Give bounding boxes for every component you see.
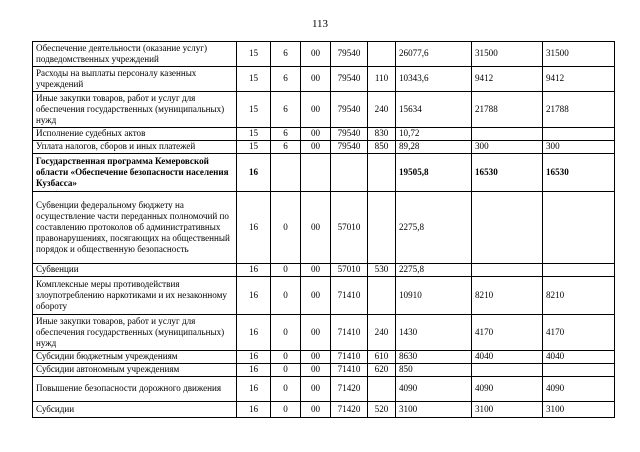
expense-type-code: 830 — [368, 128, 396, 141]
expense-type-code — [368, 277, 396, 315]
expense-type-code: 110 — [368, 67, 396, 92]
section-code: 16 — [237, 154, 271, 192]
section-code: 16 — [237, 192, 271, 264]
table-row — [33, 42, 615, 67]
direction-code: 79540 — [331, 67, 368, 92]
amount-year-2: 4040 — [472, 351, 543, 364]
section-code: 16 — [237, 277, 271, 315]
section-code: 16 — [237, 402, 271, 418]
direction-code: 79540 — [331, 128, 368, 141]
budget-table — [32, 41, 615, 418]
table-row-program — [33, 154, 615, 192]
amount-year-1: 4090 — [396, 377, 472, 402]
expense-type-code: 240 — [368, 315, 396, 351]
row-name: Повышение безопасности дорожного движения — [33, 377, 237, 402]
row-name: Субсидии бюджетным учреждениям — [33, 351, 237, 364]
expense-type-code — [368, 42, 396, 67]
table-row — [33, 315, 615, 351]
section-code: 15 — [237, 92, 271, 128]
subsection-code: 6 — [271, 42, 301, 67]
table-row — [33, 364, 615, 377]
expense-type-code: 610 — [368, 351, 396, 364]
amount-year-3: 300 — [543, 141, 615, 154]
section-code: 16 — [237, 351, 271, 364]
amount-year-2 — [472, 192, 543, 264]
expense-type-code: 520 — [368, 402, 396, 418]
table-row — [33, 92, 615, 128]
expense-type-code: 620 — [368, 364, 396, 377]
subsection-code: 0 — [271, 315, 301, 351]
amount-year-3: 4170 — [543, 315, 615, 351]
page-number: 113 — [311, 18, 329, 30]
amount-year-1: 89,28 — [396, 141, 472, 154]
section-code: 15 — [237, 42, 271, 67]
program-code: 00 — [301, 67, 331, 92]
direction-code: 57010 — [331, 192, 368, 264]
subsection-code: 6 — [271, 141, 301, 154]
program-code: 00 — [301, 42, 331, 67]
amount-year-3: 4040 — [543, 351, 615, 364]
amount-year-2: 4170 — [472, 315, 543, 351]
program-code: 00 — [301, 192, 331, 264]
direction-code — [331, 154, 368, 192]
program-code: 00 — [301, 128, 331, 141]
section-code: 16 — [237, 364, 271, 377]
amount-year-3: 3100 — [543, 402, 615, 418]
direction-code: 57010 — [331, 264, 368, 277]
program-code: 00 — [301, 351, 331, 364]
amount-year-2: 3100 — [472, 402, 543, 418]
table-row — [33, 402, 615, 418]
expense-type-code: 850 — [368, 141, 396, 154]
section-code: 16 — [237, 315, 271, 351]
amount-year-3: 4090 — [543, 377, 615, 402]
table-row — [33, 141, 615, 154]
table-row — [33, 192, 615, 264]
row-name: Иные закупки товаров, работ и услуг для обеспечения государственных (муниципальных) нужд — [33, 315, 237, 351]
subsection-code: 0 — [271, 192, 301, 264]
direction-code: 79540 — [331, 92, 368, 128]
expense-type-code: 530 — [368, 264, 396, 277]
direction-code: 71420 — [331, 377, 368, 402]
amount-year-3 — [543, 128, 615, 141]
amount-year-3: 21788 — [543, 92, 615, 128]
program-code: 00 — [301, 315, 331, 351]
row-name: Субсидии автономным учреждениям — [33, 364, 237, 377]
amount-year-1: 8630 — [396, 351, 472, 364]
table-row — [33, 128, 615, 141]
program-code: 00 — [301, 264, 331, 277]
direction-code: 71420 — [331, 402, 368, 418]
section-code: 15 — [237, 128, 271, 141]
program-code: 00 — [301, 364, 331, 377]
amount-year-3: 16530 — [543, 154, 615, 192]
amount-year-2: 300 — [472, 141, 543, 154]
expense-type-code — [368, 192, 396, 264]
amount-year-1: 26077,6 — [396, 42, 472, 67]
program-code: 00 — [301, 402, 331, 418]
subsection-code: 0 — [271, 264, 301, 277]
amount-year-2: 8210 — [472, 277, 543, 315]
amount-year-1: 10343,6 — [396, 67, 472, 92]
amount-year-1: 10910 — [396, 277, 472, 315]
amount-year-2: 9412 — [472, 67, 543, 92]
direction-code: 71410 — [331, 351, 368, 364]
amount-year-1: 2275,8 — [396, 192, 472, 264]
expense-type-code — [368, 377, 396, 402]
amount-year-3 — [543, 364, 615, 377]
section-code: 16 — [237, 264, 271, 277]
amount-year-3: 8210 — [543, 277, 615, 315]
amount-year-3: 9412 — [543, 67, 615, 92]
amount-year-2: 31500 — [472, 42, 543, 67]
subsection-code — [271, 154, 301, 192]
table-row — [33, 264, 615, 277]
amount-year-2: 4090 — [472, 377, 543, 402]
amount-year-2: 16530 — [472, 154, 543, 192]
subsection-code: 0 — [271, 351, 301, 364]
program-code: 00 — [301, 277, 331, 315]
row-name: Уплата налогов, сборов и иных платежей — [33, 141, 237, 154]
subsection-code: 0 — [271, 377, 301, 402]
row-name: Субвенции — [33, 264, 237, 277]
row-name: Субвенции федеральному бюджету на осуществление части переданных полномочий по составлению протоколов об административных правонарушениях, посягающих на общественный порядок и общественную безопасность — [33, 192, 237, 264]
amount-year-1: 19505,8 — [396, 154, 472, 192]
amount-year-3: 31500 — [543, 42, 615, 67]
amount-year-1: 10,72 — [396, 128, 472, 141]
direction-code: 71410 — [331, 364, 368, 377]
amount-year-2 — [472, 264, 543, 277]
amount-year-3 — [543, 264, 615, 277]
row-name: Государственная программа Кемеровской области «Обеспечение безопасности населения Кузбасса» — [33, 154, 237, 192]
program-code: 00 — [301, 92, 331, 128]
row-name: Обеспечение деятельности (оказание услуг) подведомственных учреждений — [33, 42, 237, 67]
amount-year-2 — [472, 364, 543, 377]
table-row — [33, 67, 615, 92]
amount-year-2: 21788 — [472, 92, 543, 128]
expense-type-code: 240 — [368, 92, 396, 128]
subsection-code: 6 — [271, 67, 301, 92]
amount-year-1: 15634 — [396, 92, 472, 128]
subsection-code: 0 — [271, 364, 301, 377]
direction-code: 79540 — [331, 42, 368, 67]
program-code: 00 — [301, 141, 331, 154]
subsection-code: 6 — [271, 128, 301, 141]
subsection-code: 0 — [271, 277, 301, 315]
amount-year-1: 2275,8 — [396, 264, 472, 277]
section-code: 16 — [237, 377, 271, 402]
row-name: Субсидии — [33, 402, 237, 418]
table-row — [33, 377, 615, 402]
program-code — [301, 154, 331, 192]
row-name: Исполнение судебных актов — [33, 128, 237, 141]
row-name: Расходы на выплаты персоналу казенных учреждений — [33, 67, 237, 92]
subsection-code: 0 — [271, 402, 301, 418]
direction-code: 71410 — [331, 277, 368, 315]
row-name: Комплексные меры противодействия злоупотреблению наркотиками и их незаконному обороту — [33, 277, 237, 315]
section-code: 15 — [237, 67, 271, 92]
row-name: Иные закупки товаров, работ и услуг для обеспечения государственных (муниципальных) нужд — [33, 92, 237, 128]
direction-code: 71410 — [331, 315, 368, 351]
expense-type-code — [368, 154, 396, 192]
amount-year-2 — [472, 128, 543, 141]
program-code: 00 — [301, 377, 331, 402]
amount-year-3 — [543, 192, 615, 264]
amount-year-1: 3100 — [396, 402, 472, 418]
section-code: 15 — [237, 141, 271, 154]
direction-code: 79540 — [331, 141, 368, 154]
table-row — [33, 351, 615, 364]
amount-year-1: 1430 — [396, 315, 472, 351]
subsection-code: 6 — [271, 92, 301, 128]
table-row — [33, 277, 615, 315]
amount-year-1: 850 — [396, 364, 472, 377]
